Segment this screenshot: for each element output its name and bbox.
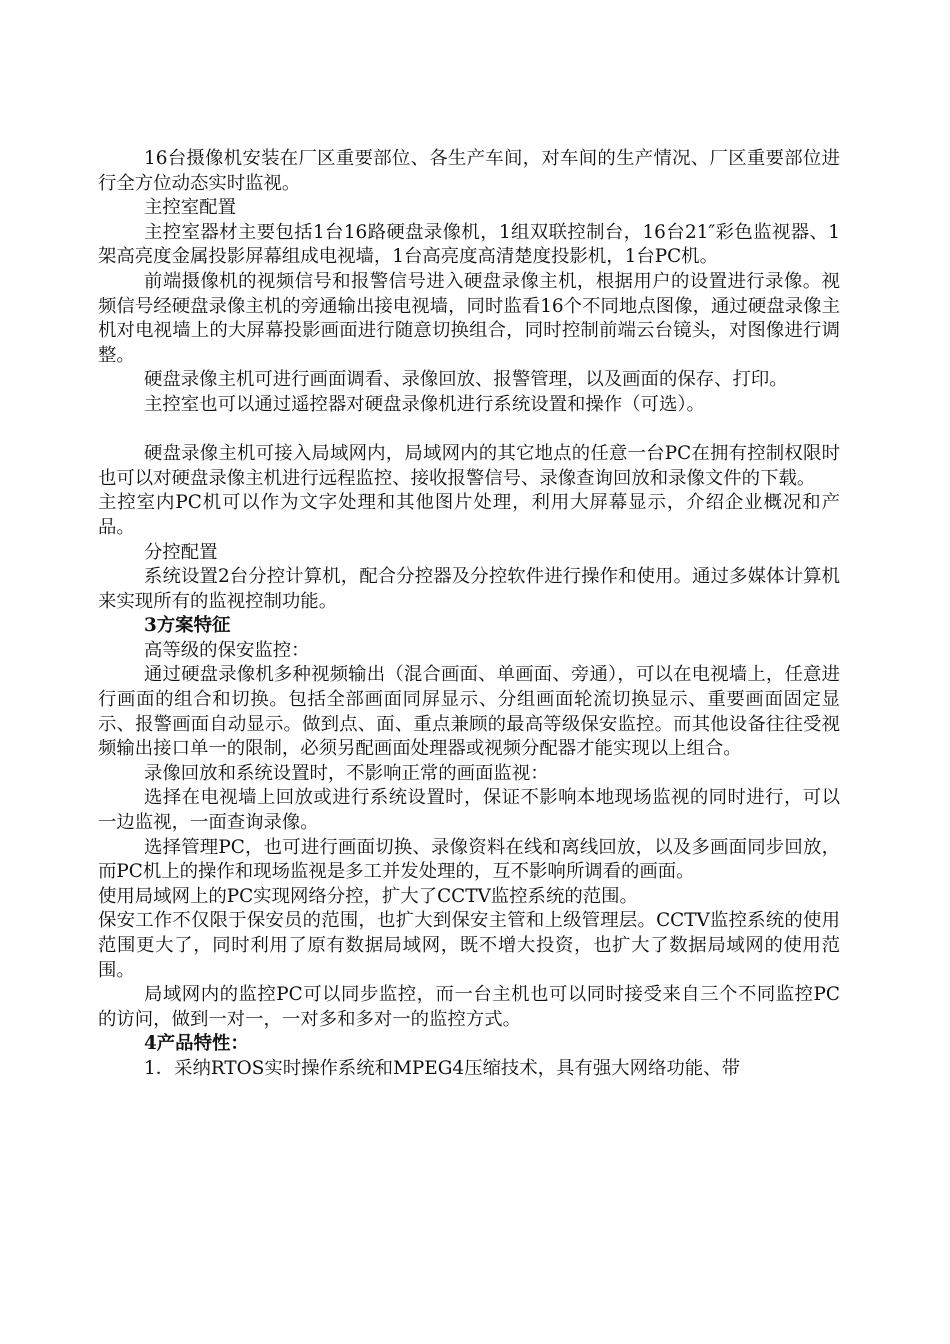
paragraph-playback-heading: 录像回放和系统设置时，不影响正常的画面监视：: [144, 762, 549, 784]
paragraph-playback-detail: 选择在电视墙上回放或进行系统设置时，保证不影响本地现场监视的同时进行，可以一边监视，一面查询录像。: [98, 787, 840, 834]
heading-sub-control-config: 分控配置: [144, 541, 218, 563]
paragraph-network-subcontrol: 使用局域网上的PC实现网络分控，扩大了CCTV监控系统的范围。: [98, 885, 638, 907]
paragraph-dvr-functions: 硬盘录像主机可进行画面调看、录像回放、报警管理，以及画面的保存、打印。: [144, 369, 788, 391]
paragraph-pc-usage: 主控室内PC机可以作为文字处理和其他图片处理，利用大屏幕显示，介绍企业概况和产品。: [98, 492, 840, 538]
paragraph-front-end-signal: 前端摄像机的视频信号和报警信号进入硬盘录像主机，根据用户的设置进行录像。视频信号经硬盘录像主机的旁通输出接电视墙，同时监看16个不同地点图像，通过硬盘录像主机对电视墙上的大屏幕投影画面进行随意切换组合，同时控制前端云台镜头，对图像进行调整。: [98, 270, 840, 366]
paragraph-security-scope: 保安工作不仅限于保安员的范围，也扩大到保安主管和上级管理层。CCTV监控系统的使用范围更大了，同时利用了原有数据局域网，既不增大投资，也扩大了数据局域网的使用范围。: [98, 910, 840, 981]
paragraph-product-feature-1: 1．采纳RTOS实时操作系统和MPEG4压缩技术，具有强大网络功能、带: [144, 1057, 740, 1079]
document-page: [98, 147, 840, 1082]
heading-main-control-config: 主控室配置: [144, 197, 236, 219]
paragraph-management-pc: 选择管理PC，也可进行画面切换、录像资料在线和离线回放，以及多画面同步回放，而PC机上的操作和现场监视是多工并发处理的，互不影响所调看的画面。: [98, 836, 840, 883]
paragraph-sub-control-system: 系统设置2台分控计算机，配合分控器及分控软件进行操作和使用。通过多媒体计算机来实现所有的监视控制功能。: [98, 566, 840, 612]
paragraph-camera-install: 16台摄像机安装在厂区重要部位、各生产车间，对车间的生产情况、厂区重要部位进行全方位动态实时监视。: [98, 148, 840, 194]
paragraph-high-level-security: 高等级的保安监控：: [144, 639, 310, 661]
section-heading-3: 3方案特征: [144, 615, 231, 637]
paragraph-video-output: 通过硬盘录像机多种视频输出（混合画面、单画面、旁通），可以在电视墙上，任意进行画面的组合和切换。包括全部画面同屏显示、分组画面轮流切换显示、重要画面固定显示、报警画面自动显示。做到点、面、重点兼顾的最高等级保安监控。而其他设备往往受视频输出接口单一的限制，必须另配画面处理器或视频分配器才能实现以上组合。: [98, 664, 840, 760]
blank-line: [98, 418, 840, 443]
paragraph-main-control-equipment: 主控室器材主要包括1台16路硬盘录像机，1组双联控制台，16台21″彩色监视器、1架高亮度金属投影屏幕组成电视墙，1台高亮度高清楚度投影机，1台PC机。: [98, 221, 840, 268]
paragraph-lan-access: 硬盘录像主机可接入局域网内，局域网内的其它地点的任意一台PC在拥有控制权限时也可以对硬盘录像主机进行远程监控、接收报警信号、录像查询回放和录像文件的下载。: [98, 443, 840, 489]
section-heading-4: 4产品特性：: [144, 1033, 249, 1055]
paragraph-remote-control: 主控室也可以通过遥控器对硬盘录像机进行系统设置和操作（可选）。: [144, 393, 705, 415]
paragraph-sync-monitoring: 局域网内的监控PC可以同步监控，而一台主机也可以同时接受来自三个不同监控PC的访问，做到一对一，一对多和多对一的监控方式。: [98, 984, 840, 1030]
